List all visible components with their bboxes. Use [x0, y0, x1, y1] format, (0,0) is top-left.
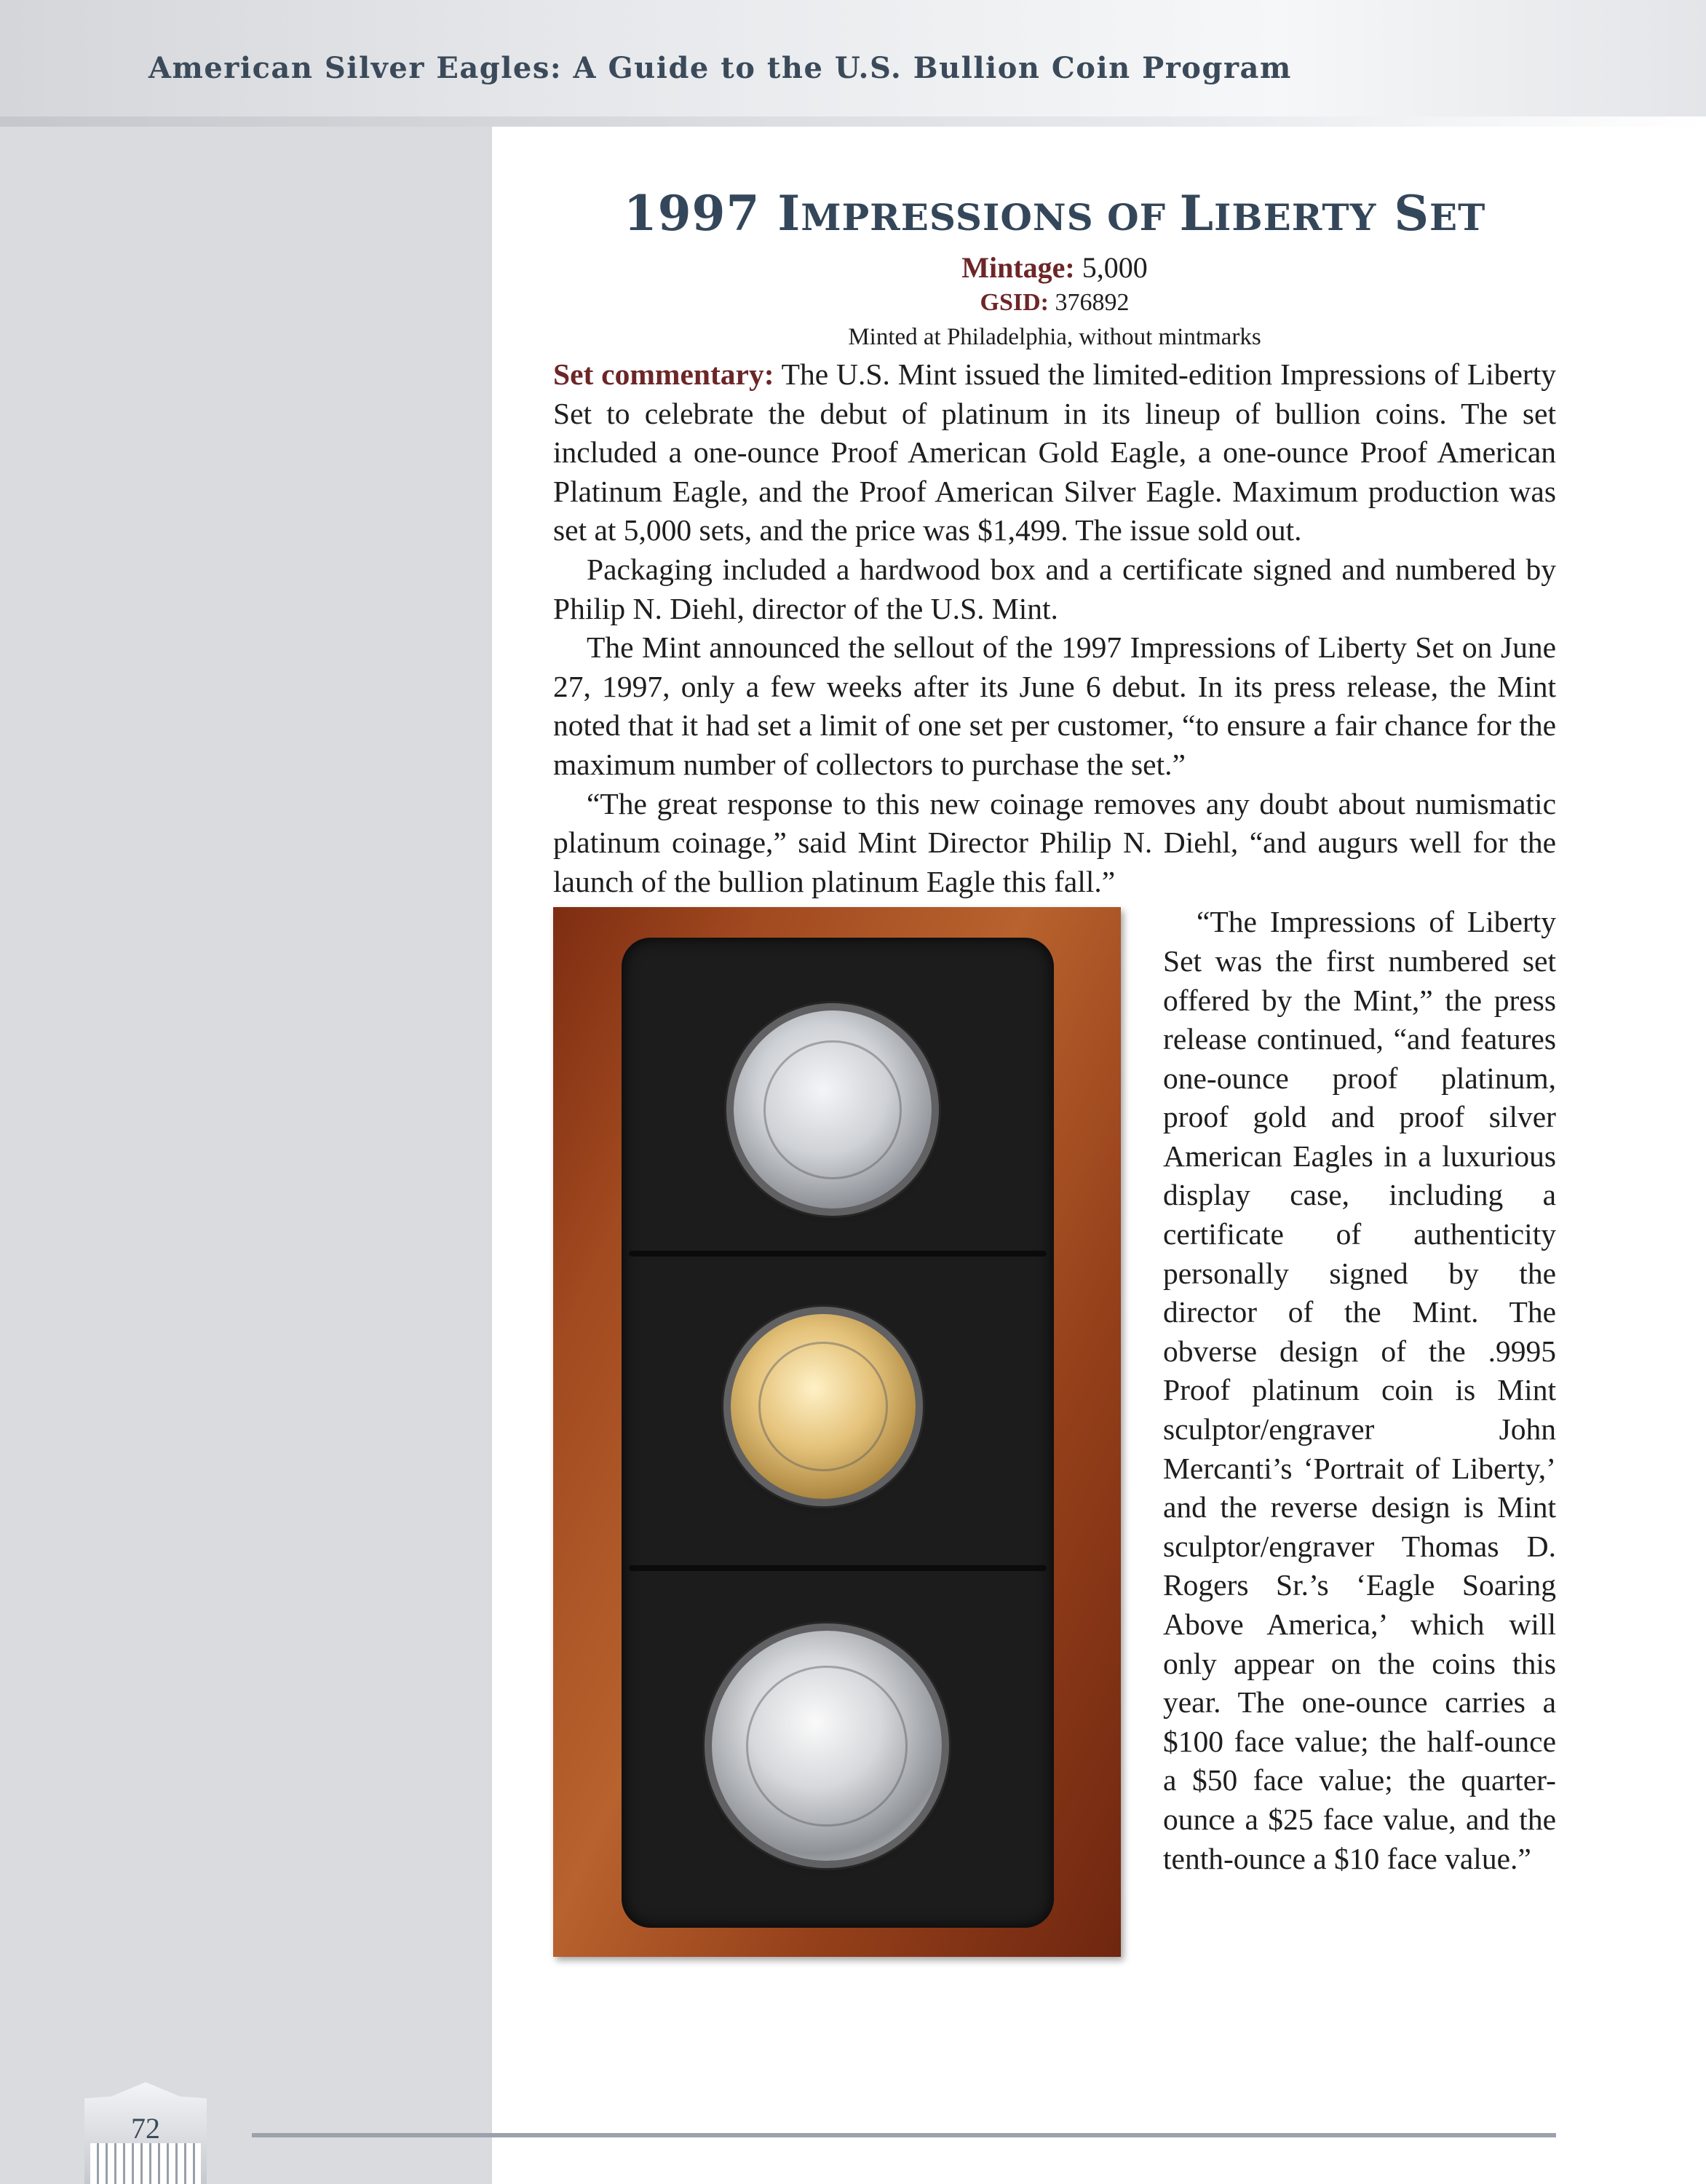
gsid-line [553, 285, 1556, 320]
velvet-tray [622, 938, 1054, 1928]
gsid-label: GSID: [980, 289, 1049, 316]
coin-face [763, 1040, 902, 1179]
mintage-label: Mintage: [961, 251, 1075, 284]
shield-stripes [90, 2143, 201, 2184]
photo-row [553, 903, 1556, 1957]
tray-fold [629, 1565, 1047, 1571]
mintage-line [553, 250, 1556, 285]
coin-face [758, 1342, 888, 1471]
running-header: American Silver Eagles: A Guide to the U.S. Bullion Coin Program [148, 51, 1292, 85]
commentary-paragraph: Set commentary: The U.S. Mint issued the limited-edition Impressions of Liberty Set to celebrate the debut of platinum in its lineup of bullion coins. The set included a one-ounce Proof American Gold Eagle, a one-ounce Proof American Platinum Eagle, and the Proof American Silver Eagle. Maximum production was set at 5,000 sets, and the price was $1,499. The issue sold out. [553, 357, 1556, 547]
press-release-paragraph: “The Impressions of Liberty Set was the first numbered set offered by the Mint,” the press release continued, “and features one-ounce proof platinum, proof gold and proof silver American Eagles in a luxurious display case, including a certificate of authenticity personally signed by the director of the Mint. The obverse design of the .9995 Proof platinum coin is Mint sculptor/engraver John Mercanti’s ‘Portrait of Liberty,’ and the reverse design is Mint sculptor/engraver Thomas D. Rogers Sr.’s ‘Eagle Soaring Above America,’ which will only appear on the coins this year. The one-ounce carries a $100 face value; the half-ounce a $50 face value; the quarter-ounce a $25 face value, and the tenth-ounce a $10 face value.” [1163, 905, 1556, 1875]
commentary-label: Set commentary: [553, 357, 774, 391]
gsid-value: 376892 [1048, 289, 1130, 316]
mintage-value: 5,000 [1074, 251, 1148, 284]
page-title: 1997 IMPRESSIONS OF LIBERTY SET [623, 185, 1486, 242]
article [553, 182, 1556, 1957]
packaging-paragraph: Packaging included a hardwood box and a certificate signed and numbered by Philip N. Diehl, director of the U.S. Mint. [553, 552, 1556, 625]
page-number: 72 [131, 2112, 160, 2145]
footer-rule [252, 2133, 1556, 2137]
header-rule [0, 116, 1706, 127]
left-margin-panel [0, 127, 492, 2184]
coin-set-photo [553, 907, 1121, 1957]
sellout-paragraph: The Mint announced the sellout of the 1997 Impressions of Liberty Set on June 27, 1997, only a few weeks after its June 6 debut. In its press release, the Mint noted that it had set a limit of one set per customer, “to ensure a fair chance for the maximum number of collectors to purchase the set.” [553, 630, 1556, 781]
platinum-eagle-coin [734, 1010, 932, 1208]
gold-eagle-coin [731, 1314, 916, 1499]
tray-fold [629, 1251, 1047, 1257]
coin-face [746, 1666, 907, 1827]
quote-paragraph: “The great response to this new coinage removes any doubt about numismatic platinum coinage,” said Mint Director Philip N. Diehl, “and augurs well for the launch of the bullion platinum Eagle this fall.” [553, 786, 1556, 898]
silver-eagle-coin [712, 1631, 942, 1861]
minted-at-line: Minted at Philadelphia, without mintmarks [848, 324, 1261, 350]
